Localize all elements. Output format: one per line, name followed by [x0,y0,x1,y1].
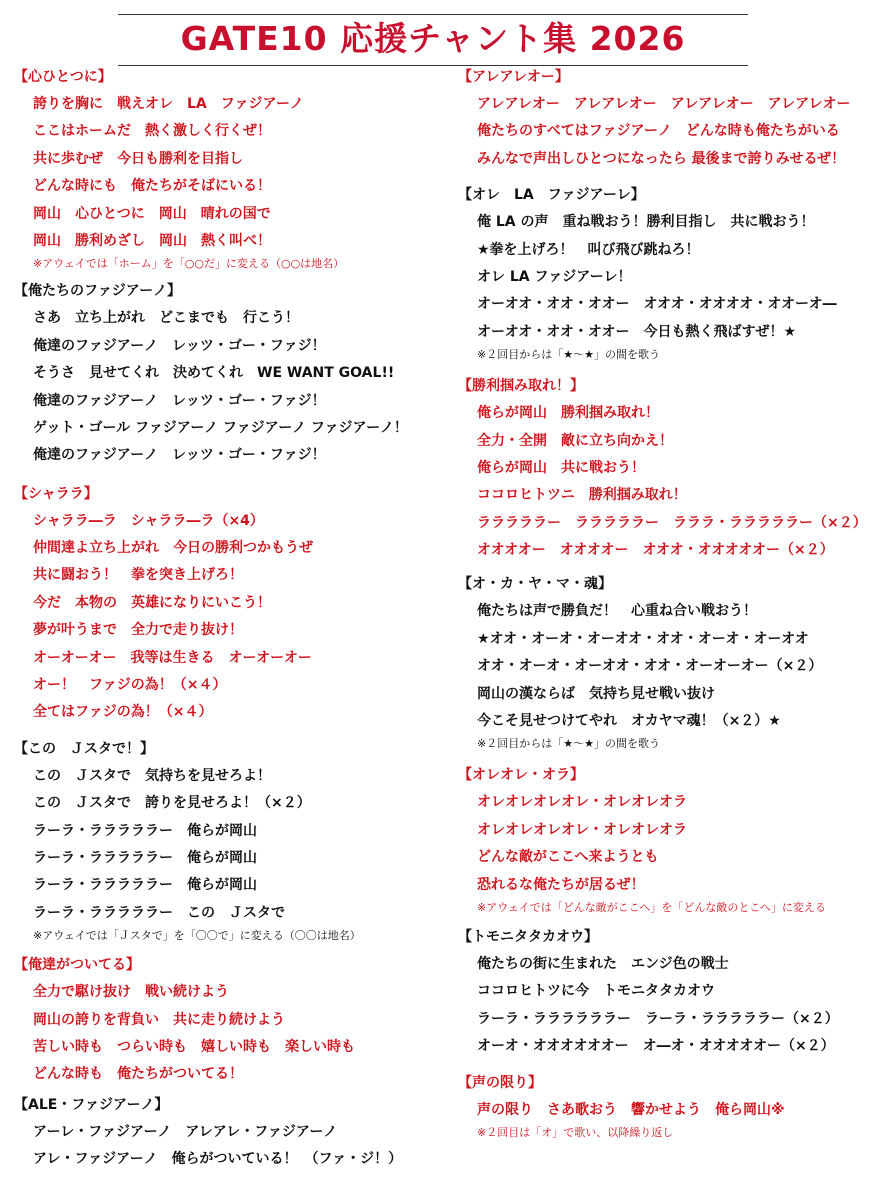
chant-line: 全てはファジの為！（×４） [33,704,213,721]
chant-title: 【ALE・ファジアーノ】 [14,1096,169,1113]
page-title: GATE10 応援チャント集 2026 [180,19,686,58]
chant-line: シャララ―ラ シャララ―ラ（×4） [33,512,264,529]
chant-line: 今こそ見せつけてやれ オカヤマ魂！（×２）★ [477,713,781,730]
chant-note: ※２回目からは「★～★」の間を歌う [477,737,660,751]
chant-line: 仲間達よ立ち上がれ 今日の勝利つかもうぜ [33,540,313,557]
chant-line: 苦しい時も つらい時も 嬉しい時も 楽しい時も [33,1038,355,1055]
chant-line: どんな時も 俺たちがついてる！ [33,1066,243,1083]
chant-line: 共に闘おう！ 拳を突き上げろ！ [33,567,243,584]
chant-section [14,1095,434,1174]
chant-title: 【声の限り】 [458,1074,542,1091]
chant-line: 岡山 勝利めざし 岡山 熱く叫べ！ [33,232,271,249]
chant-section [14,484,434,727]
title-frame [118,14,748,66]
chant-line: ラーラ・ラララララー この Ｊスタで [33,904,285,921]
chant-line: オー！ ファジの為！（×４） [33,677,227,694]
chant-line: ラーラ・ララララララー ラーラ・ラララララー（×２） [477,1010,839,1027]
chant-line: ラララララー ラララララー ラララ・ラララララー（×２） [477,514,867,531]
chant-line: ★オオ・オーオ・オーオオ・オオ・オーオ・オーオオ [477,630,809,647]
chant-line: オーオオ・オオ・オオー 今日も熱く飛ばすぜ！★ [477,323,797,340]
chant-title: 【この Ｊスタで！】 [14,740,154,757]
chant-line: アーレ・ファジアーノ アレアレ・ファジアーノ [33,1123,338,1140]
chant-note: ※２回目からは「★～★」の間を歌う [477,348,660,362]
chant-line: どんな時にも 俺たちがそばにいる！ [33,178,271,195]
chant-line: ラーラ・ラララララー 俺らが岡山 [33,877,257,894]
chant-line: オレオレオレオレ・オレオレオラ [477,794,687,811]
chant-line: 声の限り さあ歌おう 響かせよう 俺ら岡山※ [477,1101,785,1118]
chant-line: この Ｊスタで 誇りを見せろよ！（×２） [33,795,311,812]
chant-line: ココロヒトツに今 トモニタタカオウ [477,983,715,1000]
chant-section [458,765,878,917]
chant-line: この Ｊスタで 気持ちを見せろよ！ [33,767,271,784]
chant-section [458,927,878,1061]
chant-line: 俺達のファジアーノ レッツ・ゴー・ファジ！ [33,337,326,354]
chant-section [14,955,434,1089]
chant-line: オーオ・オオオオオオー オ―オ・オオオオオー（×２） [477,1038,835,1055]
chant-title: 【アレアレオー】 [458,69,569,85]
chant-section [458,1073,878,1142]
chant-line: オレ LA ファジアーレ！ [477,268,632,285]
chant-section [14,281,434,469]
chant-title: 【心ひとつに】 [14,69,112,85]
chant-note: ※アウェイでは「Ｊスタで」を「〇〇で」に変える（〇〇は地名） [33,929,361,943]
right-column [458,67,878,1142]
chant-note: ※アウェイでは「どんな敵がここへ」を「どんな敵のとこへ」に変える [477,900,826,914]
chant-title: 【俺たちのファジアーノ】 [14,283,182,300]
chant-line: 共に歩むぜ 今日も勝利を目指し [33,150,243,167]
chant-line: 俺達のファジアーノ レッツ・ゴー・ファジ！ [33,447,326,464]
chant-line: ラーラ・ラララララー 俺らが岡山 [33,849,257,866]
chant-line: 全力で駆け抜け 戦い続けよう [33,984,229,1001]
chant-line: アレアレオー アレアレオー アレアレオー アレアレオー [477,96,851,112]
chant-line: 今だ 本物の 英雄になりにいこう！ [33,594,271,611]
chant-line: 岡山の漢ならば 気持ち見せ戦い抜け [477,685,715,702]
chant-title: 【俺達がついてる】 [14,957,140,974]
chant-line: 俺たちは声で勝負だ！ 心重ね合い戦おう！ [477,603,757,620]
chant-line: 岡山 心ひとつに 岡山 晴れの国で [33,205,271,222]
chant-note: ※２回目は「オ」で歌い、以降繰り返し [477,1125,674,1139]
chant-section [14,67,434,273]
chant-line: 俺達のファジアーノ レッツ・ゴー・ファジ！ [33,392,326,409]
chant-line: オレオレオレオレ・オレオレオラ [477,821,687,838]
chant-line: みんなで声出しひとつになったら 最後まで誇りみせるぜ！ [477,150,846,167]
chant-title: 【トモニタタカオウ】 [458,928,598,945]
chant-line: ゲット・ゴール ファジアーノ ファジアーノ ファジアーノ！ [33,419,408,436]
chant-line: ここはホームだ 熱く激しく行くぜ！ [33,123,271,140]
chant-section [458,574,878,753]
chant-line: そうさ 見せてくれ 決めてくれ WE WANT GOAL!! [33,365,395,382]
chant-note: ※アウェイでは「ホーム」を「○○だ」に変える（○○は地名） [33,257,345,271]
chant-line: オオオオー オオオオー オオオ・オオオオオー（×２） [477,542,834,559]
chant-line: 俺らが岡山 勝利掴み取れ！ [477,405,659,422]
chant-line: どんな敵がここへ来ようとも [477,849,659,866]
chant-line: 俺らが岡山 共に戦おう！ [477,459,645,476]
chant-line: 俺たちの街に生まれた エンジ色の戦士 [477,955,729,972]
chant-line: ラーラ・ラララララー 俺らが岡山 [33,822,257,839]
chant-line: 誇りを胸に 戦えオレ LA ファジアーノ [33,96,304,112]
chant-section [458,185,878,364]
chant-line: 全力・全開 敵に立ち向かえ！ [477,432,673,449]
chant-section [14,739,434,945]
chant-line: 俺たちのすべてはファジアーノ どんな時も俺たちがいる [477,123,840,140]
chant-line: 岡山の誇りを背負い 共に走り続けよう [33,1011,285,1028]
chant-title: 【シャララ】 [14,485,98,502]
chant-line: アレ・ファジアーノ 俺らがついている！ （ファ・ジ！） [33,1151,403,1168]
chant-title: 【オレ LA ファジアーレ】 [458,187,645,204]
chant-line: 恐れるな俺たちが居るぜ！ [477,876,645,893]
chant-line: さあ 立ち上がれ どこまでも 行こう！ [33,310,299,327]
chant-line: 俺 LA の声 重ね戦おう！勝利目指し 共に戦おう！ [477,214,815,231]
chant-line: オーオオ・オオ・オオー オオオ・オオオオ・オオーオ― [477,296,837,313]
chant-line: オオ・オーオ・オーオオ・オオ・オーオーオー（×２） [477,658,823,675]
chant-title: 【勝利掴み取れ！】 [458,378,584,395]
chant-line: オーオーオー 我等は生きる オーオーオー [33,649,312,666]
chant-title: 【オレオレ・オラ】 [458,767,584,784]
left-column [14,67,434,1174]
chant-line: ★拳を上げろ！ 叫び飛び跳ねろ！ [477,241,700,258]
chant-section [458,67,878,173]
chant-section [458,376,878,564]
chant-line: ココロヒトツニ 勝利掴み取れ！ [477,487,687,504]
chant-line: 夢が叶うまで 全力で走り抜け！ [33,622,243,639]
chant-title: 【オ・カ・ヤ・マ・魂】 [458,576,612,593]
